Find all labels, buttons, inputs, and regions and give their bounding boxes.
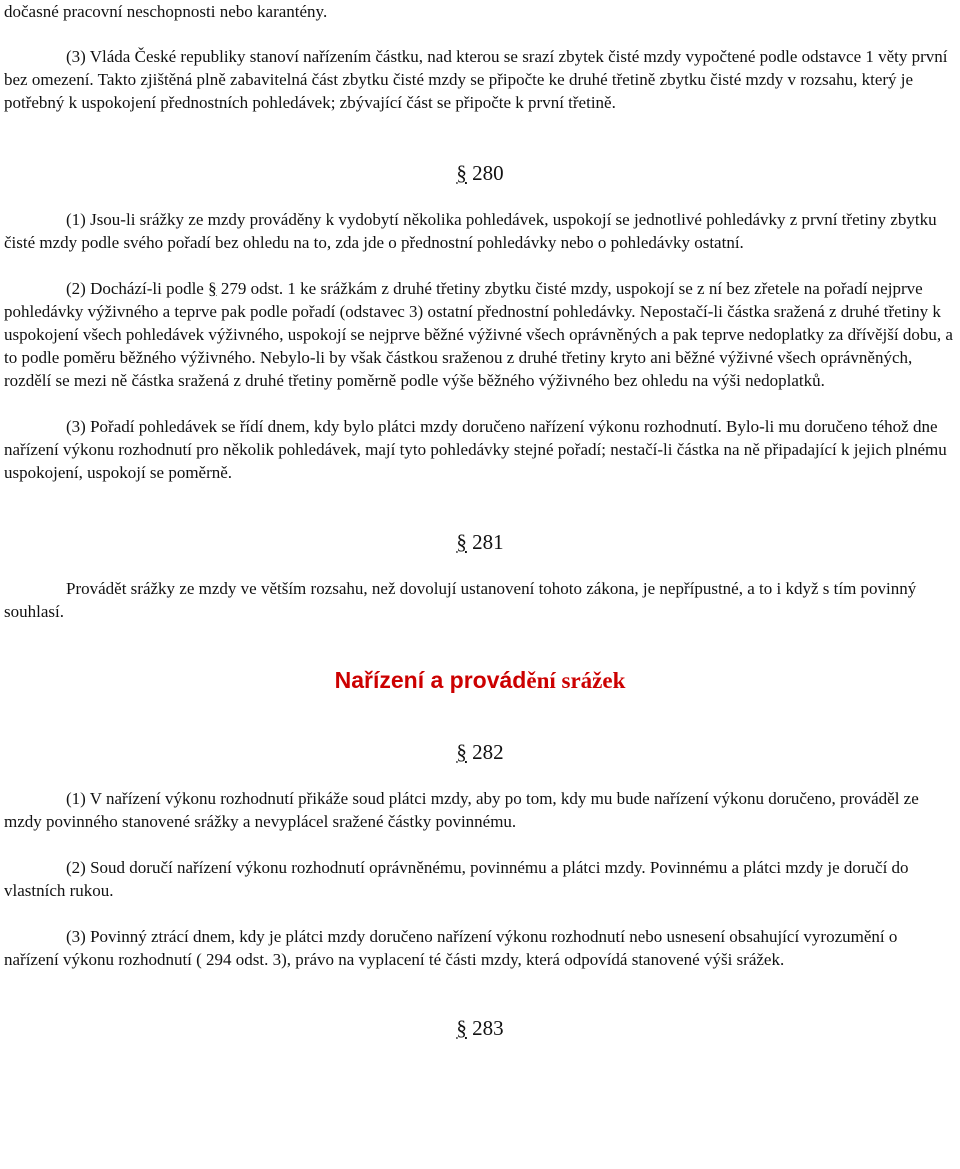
part-heading xyxy=(4,666,956,695)
paragraph-s282-3: (3) Povinný ztrácí dnem, kdy je plátci mzdy doručeno nařízení výkonu rozhodnutí nebo usnesení obsahující vyrozumění o nařízení výkonu rozhodnutí ( 294 odst. 3), právo na vyplacení té části mzdy, která odpovídá stanovené výši srážek. xyxy=(4,927,898,969)
paragraph-s280-3: (3) Pořadí pohledávek se řídí dnem, kdy bylo plátci mzdy doručeno nařízení výkonu rozhodnutí. Bylo-li mu doručeno téhož dne nařízení výkonu rozhodnutí pro několik pohledávek, mají tyto pohledávky stejné pořadí; nestačí-li částka na ně připadající k jejich plnému uspokojení, uspokojí se poměrně. xyxy=(4,417,947,482)
section-number: 282 xyxy=(472,740,504,764)
part-heading-part-a: Nařízení a provád xyxy=(334,667,527,693)
paragraph-s282-1: (1) V nařízení výkonu rozhodnutí přikáže soud plátci mzdy, aby po tom, kdy mu bude nařízení výkonu doručeno, prováděl ze mzdy povinného stanovené srážky a nevyplácel sražené částky povinnému. xyxy=(4,789,919,831)
section-symbol: § xyxy=(456,161,467,185)
section-heading-283 xyxy=(4,1015,956,1041)
paragraph-s280-2 xyxy=(4,277,956,392)
part-heading-part-b: ění srážek xyxy=(526,668,626,693)
paragraph-s280-2-rest: 279 odst. 1 ke srážkám z druhé třetiny zbytku čisté mzdy, uspokojí se z ní bez zřetele na pořadí nejprve pohledávky výživného a teprve pak podle pořadí (odstavec 3) ostatní přednostní pohledávky. Nepostačí-li částka sražená z druhé třetiny k uspokojení všech pohledávek výživného, uspokojí se nejprve běžné výživné všech oprávněných a pak teprve nedoplatky za dřívější dobu, a to podle poměru běžného výživného. Nebylo-li by však částkou sraženou z druhé třetiny kryto ani běžné výživné všech oprávněných, rozdělí se mezi ně částka sražená z druhé třetiny poměrně podle výše běžného výživného bez ohledu na výši nedoplatků. xyxy=(4,279,953,390)
section-symbol: § xyxy=(456,740,467,764)
section-number: 280 xyxy=(472,161,504,185)
section-number: 281 xyxy=(472,530,504,554)
section-symbol: § xyxy=(456,1016,467,1040)
section-symbol-ref: § xyxy=(208,279,217,298)
section-symbol: § xyxy=(456,530,467,554)
document-page xyxy=(4,0,956,1041)
paragraph-s280-2-start: (2) Dochází-li podle xyxy=(66,279,209,298)
paragraph-s282-2: (2) Soud doručí nařízení výkonu rozhodnutí oprávněnému, povinnému a plátci mzdy. Povinnému a plátci mzdy je doručí do vlastních rukou. xyxy=(4,858,909,900)
section-heading-282 xyxy=(4,739,956,765)
paragraph-s281-1: Provádět srážky ze mzdy ve větším rozsahu, než dovolují ustanovení tohoto zákona, je nepřípustné, a to i když s tím povinný souhlasí. xyxy=(4,579,917,621)
paragraph-s279-3: (3) Vláda České republiky stanoví nařízením částku, nad kterou se srazí zbytek čisté mzdy vypočtené podle odstavce 1 věty první bez omezení. Takto zjištěná plně zabavitelná část zbytku čisté mzdy se připočte ke druhé třetině zbytku čisté mzdy v rozsahu, který je potřebný k uspokojení přednostních pohledávek; zbývající část se připočte k první třetině. xyxy=(4,47,948,112)
section-heading-280 xyxy=(4,160,956,186)
paragraph-s280-1: (1) Jsou-li srážky ze mzdy prováděny k vydobytí několika pohledávek, uspokojí se jednotlivé pohledávky z první třetiny zbytku čisté mzdy podle svého pořadí bez ohledu na to, zda jde o přednostní pohledávky nebo o pohledávky ostatní. xyxy=(4,210,937,252)
paragraph-prev-end: dočasné pracovní neschopnosti nebo karantény. xyxy=(4,2,328,21)
section-number: 283 xyxy=(472,1016,504,1040)
section-heading-281 xyxy=(4,529,956,555)
